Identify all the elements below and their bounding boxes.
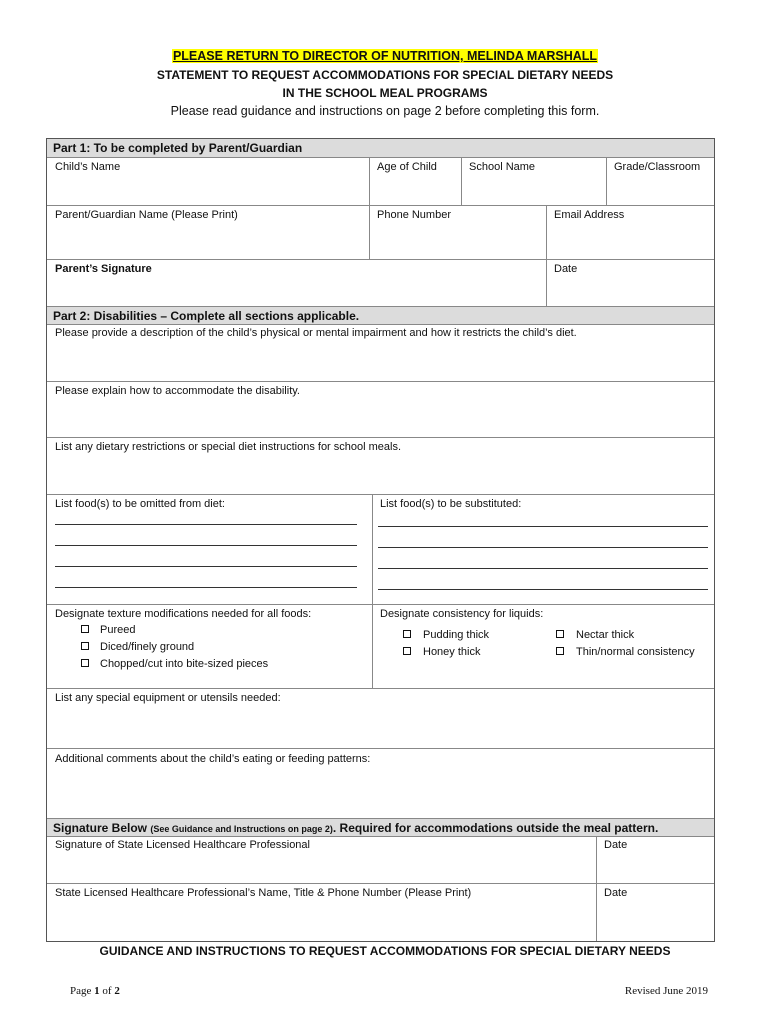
restrictions-label: List any dietary restrictions or special diet instructions for school meals. xyxy=(55,441,402,453)
professional-date-field[interactable] xyxy=(596,836,714,883)
honey-thick-checkbox[interactable] xyxy=(403,647,411,655)
phone-label: Phone Number xyxy=(377,209,451,221)
signature-heading-required: . Required for accommodations outside the meal pattern. xyxy=(332,821,659,835)
signature-heading-title: Signature Below xyxy=(53,821,148,835)
accommodate-label: Please explain how to accommodate the disability. xyxy=(55,385,300,397)
impairment-field[interactable] xyxy=(47,324,714,381)
substituted-foods-field[interactable] xyxy=(372,494,714,604)
page-label: Page xyxy=(70,985,95,997)
nectar-thick-option: Nectar thick xyxy=(576,629,635,641)
revised-date: Revised June 2019 xyxy=(624,985,708,997)
professional-signature-field[interactable] xyxy=(47,836,596,883)
professional-date2-label: Date xyxy=(604,887,628,899)
form-instructions: Please read guidance and instructions on page 2 before completing this form. xyxy=(170,104,600,118)
form-title-line2: IN THE SCHOOL MEAL PROGRAMS xyxy=(282,86,488,100)
accommodate-field[interactable] xyxy=(47,381,714,437)
omitted-foods-field[interactable] xyxy=(47,494,372,604)
page-current: 1 xyxy=(94,985,100,997)
grade-label: Grade/Classroom xyxy=(614,161,701,173)
honey-thick-option: Honey thick xyxy=(423,646,481,658)
school-label: School Name xyxy=(469,161,536,173)
professional-name-field[interactable] xyxy=(47,883,596,941)
parent-signature-label: Parent’s Signature xyxy=(55,263,152,275)
pureed-option: Pureed xyxy=(100,624,136,636)
parent-date-label: Date xyxy=(554,263,578,275)
parent-date-field[interactable] xyxy=(546,259,714,306)
professional-date2-field[interactable] xyxy=(596,883,714,941)
texture-label: Designate texture modifications needed for all foods: xyxy=(55,608,312,620)
email-field[interactable] xyxy=(546,205,714,259)
email-label: Email Address xyxy=(554,209,625,221)
liquid-section xyxy=(372,604,714,688)
pudding-thick-option: Pudding thick xyxy=(423,629,490,641)
chopped-checkbox[interactable] xyxy=(81,659,89,667)
page-of: of xyxy=(99,985,115,997)
chopped-option: Chopped/cut into bite-sized pieces xyxy=(100,658,269,670)
equipment-label: List any special equipment or utensils needed: xyxy=(55,692,281,704)
liquid-label: Designate consistency for liquids: xyxy=(380,608,544,620)
thin-normal-option: Thin/normal consistency xyxy=(576,646,695,658)
substituted-foods-label: List food(s) to be substituted: xyxy=(380,498,522,510)
professional-signature-label: Signature of State Licensed Healthcare Professional xyxy=(55,839,310,851)
form-title-line1: STATEMENT TO REQUEST ACCOMMODATIONS FOR SPECIAL DIETARY NEEDS xyxy=(156,68,614,82)
equipment-field[interactable] xyxy=(47,688,714,748)
impairment-label: Please provide a description of the child’s physical or mental impairment and how it restricts the child’s diet. xyxy=(55,327,577,339)
thin-normal-checkbox[interactable] xyxy=(556,647,564,655)
school-field[interactable] xyxy=(461,157,606,205)
professional-name-label: State Licensed Healthcare Professional’s Name, Title & Phone Number (Please Print) xyxy=(55,887,472,899)
page-total: 2 xyxy=(114,985,120,997)
child-name-field[interactable] xyxy=(47,157,369,205)
return-to-notice xyxy=(0,47,770,65)
comments-label: Additional comments about the child’s eating or feeding patterns: xyxy=(55,753,371,765)
diced-checkbox[interactable] xyxy=(81,642,89,650)
diced-option: Diced/finely ground xyxy=(100,641,195,653)
guidance-title: GUIDANCE AND INSTRUCTIONS TO REQUEST ACCOMMODATIONS FOR SPECIAL DIETARY NEEDS xyxy=(99,944,671,958)
signature-heading xyxy=(47,819,714,836)
grade-field[interactable] xyxy=(606,157,714,205)
guardian-name-field[interactable] xyxy=(47,205,369,259)
signature-heading-note: (See Guidance and Instructions on page 2) xyxy=(150,824,333,834)
guardian-name-label: Parent/Guardian Name (Please Print) xyxy=(55,209,238,221)
age-field[interactable] xyxy=(369,157,461,205)
omitted-foods-label: List food(s) to be omitted from diet: xyxy=(55,498,225,510)
request-form xyxy=(46,138,715,942)
part1-heading: Part 1: To be completed by Parent/Guardian xyxy=(47,139,714,157)
nectar-thick-checkbox[interactable] xyxy=(556,630,564,638)
page-number xyxy=(70,985,120,997)
pureed-checkbox[interactable] xyxy=(81,625,89,633)
part2-heading: Part 2: Disabilities – Complete all sections applicable. xyxy=(47,307,714,324)
restrictions-field[interactable] xyxy=(47,437,714,494)
pudding-thick-checkbox[interactable] xyxy=(403,630,411,638)
phone-field[interactable] xyxy=(369,205,546,259)
parent-signature-field[interactable] xyxy=(47,259,546,306)
texture-section xyxy=(47,604,372,688)
professional-date-label: Date xyxy=(604,839,628,851)
return-to-text: PLEASE RETURN TO DIRECTOR OF NUTRITION, MELINDA MARSHALL xyxy=(172,49,598,63)
comments-field[interactable] xyxy=(47,748,714,818)
child-name-label: Child’s Name xyxy=(55,161,121,173)
age-label: Age of Child xyxy=(377,161,437,173)
